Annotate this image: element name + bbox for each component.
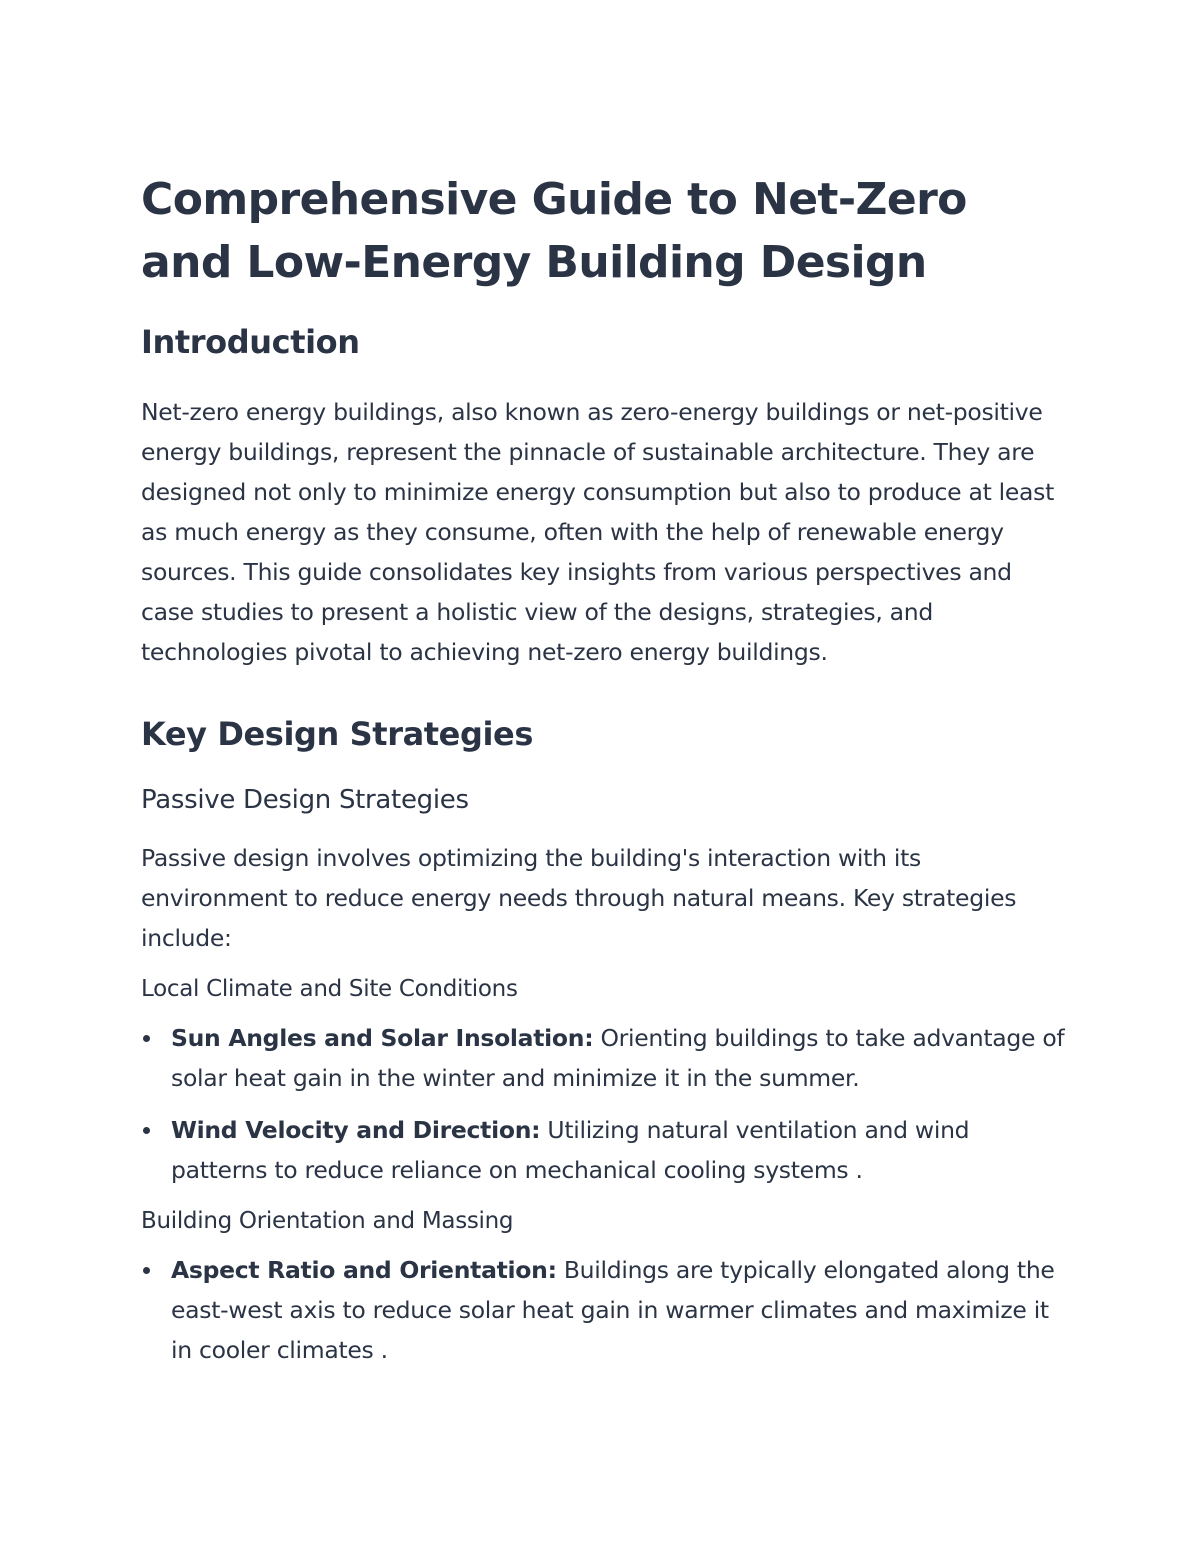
document-title: Comprehensive Guide to Net-Zero and Low-Energy Building Design <box>141 174 967 288</box>
list-item <box>141 1250 1071 1370</box>
list-item-term: Sun Angles and Solar Insolation: <box>171 1024 594 1052</box>
list-item-term: Wind Velocity and Direction: <box>171 1116 541 1144</box>
key-design-strategies-heading: Key Design Strategies <box>141 715 533 753</box>
passive-design-strategies-heading: Passive Design Strategies <box>141 785 469 815</box>
introduction-paragraph: Net-zero energy buildings, also known as zero-energy buildings or net-positive energy buildings, represent the pinnacle of sustainable architecture. They are designed not only to minimize energy consumption but also to produce at least as much energy as they consume, often with the help of renewable energy sources. This guide consolidates key insights from various perspectives and case studies to present a holistic view of the designs, strategies, and technologies pivotal to achieving net-zero energy buildings. <box>141 398 1055 666</box>
bullet-icon <box>143 1127 150 1134</box>
bullet-icon <box>143 1267 150 1274</box>
bullet-icon <box>143 1035 150 1042</box>
list-item-text: Buildings are typically elongated along the east-west axis to reduce solar heat gain in warmer climates and maximize it in cooler climates . <box>171 1256 1055 1364</box>
list-item <box>141 1110 1071 1190</box>
introduction-heading: Introduction <box>141 323 360 361</box>
list-item-text: Orienting buildings to take advantage of solar heat gain in the winter and minimize it in the summer. <box>171 1024 1065 1092</box>
passive-design-paragraph: Passive design involves optimizing the building's interaction with its environment to reduce energy needs through natural means. Key strategies include: <box>141 844 1017 952</box>
list-item-text: Utilizing natural ventilation and wind patterns to reduce reliance on mechanical cooling systems . <box>171 1116 970 1184</box>
building-orientation-heading: Building Orientation and Massing <box>141 1208 514 1234</box>
local-climate-list <box>141 1018 1071 1190</box>
document-page <box>141 168 1071 1382</box>
list-item <box>141 1018 1071 1098</box>
list-item-term: Aspect Ratio and Orientation: <box>171 1256 557 1284</box>
building-orientation-list <box>141 1250 1071 1370</box>
local-climate-heading: Local Climate and Site Conditions <box>141 976 518 1002</box>
